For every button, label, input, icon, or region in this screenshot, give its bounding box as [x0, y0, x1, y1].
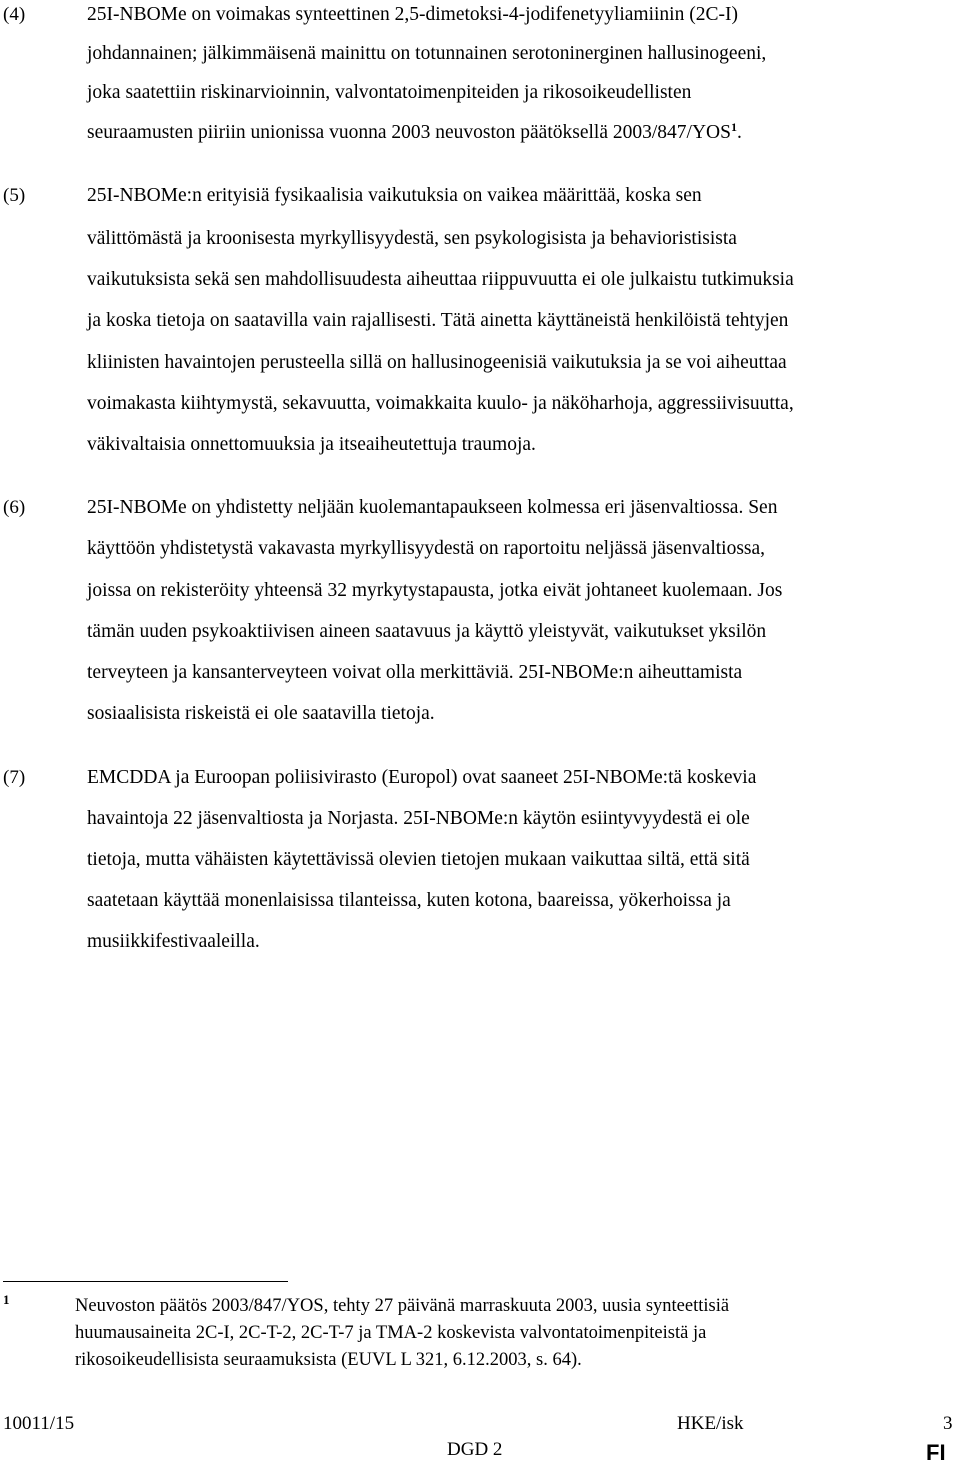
paragraph-line: terveyteen ja kansanterveyteen voivat olla merkittäviä. 25I-NBOMe:n aiheuttamista: [87, 662, 743, 683]
paragraph-line: saatetaan käyttää monenlaisissa tilanteissa, kuten kotona, baareissa, yökerhoissa ja: [87, 890, 731, 911]
paragraph-line: voimakasta kiihtymystä, sekavuutta, voimakkaita kuulo- ja näköharhoja, aggressiivisuutta,: [87, 393, 794, 414]
footnote-line: rikosoikeudellisista seuraamuksista (EUVL L 321, 6.12.2003, s. 64).: [75, 1350, 582, 1370]
paragraph-line: väkivaltaisia onnettomuuksia ja itseaiheutettuja traumoja.: [87, 434, 536, 455]
paragraph-number: (4): [3, 4, 26, 25]
paragraph-number: (6): [3, 497, 26, 518]
language-code: FI: [926, 1440, 946, 1465]
paragraph-line: 25I-NBOMe:n erityisiä fysikaalisia vaikutuksia on vaikea määrittää, koska sen: [87, 185, 702, 206]
paragraph-line: kliinisten havaintojen perusteella sillä on hallusinogeenisiä vaikutuksia ja se voi aiheuttaa: [87, 352, 787, 373]
paragraph-line: 25I-NBOMe on voimakas synteettinen 2,5-dimetoksi-4-jodifenetyyliamiinin (2C-I): [87, 4, 738, 25]
footnote-line: huumausaineita 2C-I, 2C-T-2, 2C-T-7 ja TMA-2 koskevista valvontatoimenpiteistä ja: [75, 1323, 707, 1343]
paragraph-line: käyttöön yhdistetystä vakavasta myrkyllisyydestä on raportoitu neljässä jäsenvaltiossa,: [87, 538, 766, 559]
page-number: 3: [943, 1413, 953, 1434]
footnote-reference[interactable]: 1: [730, 120, 737, 134]
paragraph-line: EMCDDA ja Euroopan poliisivirasto (Europol) ovat saaneet 25I-NBOMe:tä koskevia: [87, 767, 757, 788]
paragraph-line: ja koska tietoja on saatavilla vain rajallisesti. Tätä ainetta käyttäneistä henkilöistä tehtyjen: [87, 310, 789, 331]
paragraph-line: joissa on rekisteröity yhteensä 32 myrkytystapausta, jotka eivät johtaneet kuolemaan. Jos: [87, 580, 783, 601]
paragraph-line: johdannainen; jälkimmäisenä mainittu on totunnainen serotoninerginen hallusinogeeni,: [87, 43, 767, 64]
paragraph-line: havaintoja 22 jäsenvaltiosta ja Norjasta. 25I-NBOMe:n käytön esiintyvyydestä ei ole: [87, 808, 750, 829]
paragraph-line: vaikutuksista sekä sen mahdollisuudesta aiheuttaa riippuvuutta ei ole julkaistu tutkimuksia: [87, 269, 794, 290]
paragraph-line: joka saatettiin riskinarvioinnin, valvontatoimenpiteiden ja rikosoikeudellisten: [87, 82, 692, 103]
paragraph-number: (7): [3, 767, 26, 788]
paragraph-line: sosiaalisista riskeistä ei ole saatavilla tietoja.: [87, 703, 435, 724]
paragraph-number: (5): [3, 185, 26, 206]
footnote-separator: [3, 1281, 288, 1282]
document-reference: 10011/15: [3, 1413, 75, 1434]
footnote-number: 1: [3, 1292, 10, 1307]
paragraph-line: tämän uuden psykoaktiivisen aineen saatavuus ja käyttö yleistyvät, vaikutukset yksilön: [87, 621, 767, 642]
paragraph-line: 25I-NBOMe on yhdistetty neljään kuolemantapaukseen kolmessa eri jäsenvaltiossa. Sen: [87, 497, 778, 518]
footnote-line: Neuvoston päätös 2003/847/YOS, tehty 27 päivänä marraskuuta 2003, uusia synteettisiä: [75, 1296, 730, 1316]
directorate: DGD 2: [447, 1439, 503, 1460]
paragraph-line: seuraamusten piiriin unionissa vuonna 2003 neuvoston päätöksellä 2003/847/YOS: [87, 122, 731, 143]
paragraph-line: tietoja, mutta vähäisten käytettävissä olevien tietojen mukaan vaikuttaa siltä, että sitä: [87, 849, 750, 870]
paragraph-line-with-footnote: [87, 122, 742, 144]
paragraph-line: musiikkifestivaaleilla.: [87, 931, 260, 952]
paragraph-line: välittömästä ja kroonisesta myrkyllisyydestä, sen psykologisista ja behavioristisista: [87, 228, 737, 249]
sentence-period: .: [736, 122, 742, 143]
author-initials: HKE/isk: [677, 1413, 744, 1434]
